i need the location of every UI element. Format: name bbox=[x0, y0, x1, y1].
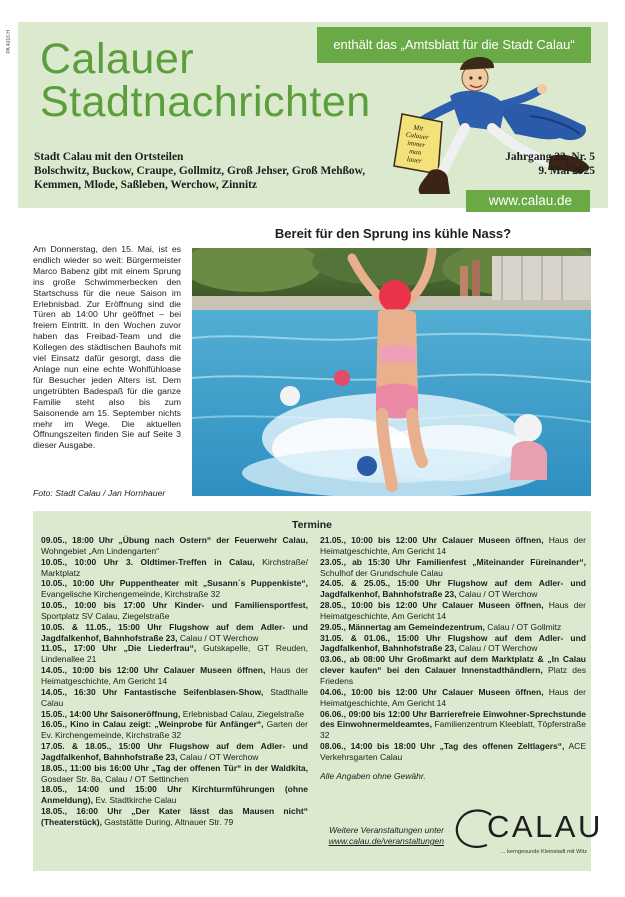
more-events-link[interactable]: www.calau.de/veranstaltungen bbox=[328, 836, 444, 846]
event-item bbox=[320, 600, 586, 622]
event-item bbox=[320, 578, 586, 600]
event-item bbox=[320, 633, 586, 655]
event-location: Calau / OT Werchow bbox=[456, 643, 538, 654]
event-location: Haus der Heimatgeschichte, Am Gericht 14 bbox=[320, 535, 586, 556]
event-item bbox=[41, 687, 308, 709]
article-headline: Bereit für den Sprung ins kühle Nass? bbox=[274, 226, 512, 241]
event-item bbox=[41, 806, 308, 828]
event-item bbox=[41, 784, 308, 806]
event-location: Erlebnisbad Calau, Ziegelstraße bbox=[180, 708, 305, 719]
event-item bbox=[41, 600, 308, 622]
issue-info bbox=[493, 150, 595, 178]
town-list-line3: Kemmen, Mlode, Saßleben, Werchow, Zinnitz bbox=[34, 179, 257, 191]
event-title: 08.06., 14:00 bis 18:00 Uhr „Tag des offenen Zeltlagers“, bbox=[320, 741, 565, 752]
masthead-title-line1: Calauer bbox=[40, 35, 195, 83]
event-item bbox=[41, 719, 308, 741]
logo-tagline: ... kerngesunde Kleinstadt mit Witz bbox=[500, 849, 587, 855]
side-imprint: PA 4016 H bbox=[6, 30, 12, 54]
event-location: Ev. Stadtkirche Calau bbox=[92, 795, 177, 806]
event-item bbox=[41, 535, 308, 557]
website-link[interactable]: www.calau.de bbox=[466, 190, 590, 212]
event-location: Haus der Heimatgeschichte, Am Gericht 14 bbox=[320, 600, 586, 621]
event-location: Haus der Heimatgeschichte, Am Gericht 14 bbox=[320, 686, 586, 708]
disclaimer-note: Alle Angaben ohne Gewähr. bbox=[320, 770, 426, 781]
event-location: Calau / OT Werchow bbox=[177, 632, 259, 643]
event-location: Wohngebiet „Am Lindengarten“ bbox=[41, 545, 159, 556]
sign-line1: Mit bbox=[412, 123, 424, 133]
event-title: 24.05. & 25.05., 15:00 Uhr Flugshow auf dem Adler- und Jagdfalkenhof, Bahnhofstraße 23, bbox=[320, 578, 586, 600]
event-title: 28.05., 10:00 bis 12:00 Uhr Calauer Museen öffnen, bbox=[320, 600, 544, 611]
event-title: 10.05. & 11.05., 15:00 Uhr Flugshow auf dem Adler- und Jagdfalkenhof, Bahnhofstraße 23, bbox=[41, 621, 308, 643]
event-location: Kirchstraße/ Marktplatz bbox=[41, 556, 308, 578]
event-location: Stadthalle Calau bbox=[41, 686, 308, 708]
event-location: Gaststätte During, Altnauer Str. 79 bbox=[101, 816, 234, 827]
event-title: 16.05., Kino in Calau zeigt: „Weinprobe für Anfänger“, bbox=[41, 719, 264, 730]
event-title: 14.05., 10:00 bis 12:00 Uhr Calauer Museen öffnen, bbox=[41, 665, 266, 676]
event-location: Calau / OT Gollmitz bbox=[484, 621, 562, 632]
event-title: 10.05., 10:00 Uhr Puppentheater mit „Susann´s Puppenkiste“, bbox=[41, 578, 308, 589]
event-title: 10.05., 10:00 bis 17:00 Uhr Kinder- und Familiensportfest, bbox=[41, 600, 308, 611]
more-events-label: Weitere Veranstaltungen unter bbox=[329, 825, 444, 835]
sign-line4: man bbox=[408, 147, 422, 157]
termine-right-column bbox=[320, 535, 586, 782]
event-item bbox=[320, 535, 586, 557]
termine-left-column bbox=[41, 535, 308, 828]
sign-line3: immer bbox=[406, 138, 426, 150]
town-list-line2: Bolschwitz, Buckow, Craupe, Gollmitz, Groß Jehser, Groß Mehßow, bbox=[34, 165, 366, 177]
event-item bbox=[320, 687, 586, 709]
termine-box bbox=[33, 511, 603, 871]
issue-number: Jahrgang 22, Nr. 5 bbox=[505, 151, 595, 163]
event-location: Platz des Friedens bbox=[320, 665, 586, 686]
event-title: 18.05., 14:00 und 15:00 Uhr Kirchturmführungen (ohne Anmeldung), bbox=[41, 784, 308, 806]
event-item bbox=[320, 557, 586, 579]
event-title: 10.05., 10:00 Uhr 3. Oldtimer-Treffen in Calau, bbox=[41, 556, 255, 567]
event-location: Gutskapelle, GT Reuden, Lindenallee 21 bbox=[41, 643, 308, 665]
event-location: Calau / OT Werchow bbox=[456, 589, 538, 600]
town-list-line1: Stadt Calau mit den Ortsteilen bbox=[34, 151, 184, 163]
event-item bbox=[41, 557, 308, 579]
event-item bbox=[41, 665, 308, 687]
event-title: 18.05., 11:00 bis 16:00 Uhr „Tag der offenen Tür“ in der Waldkita, bbox=[41, 762, 308, 773]
event-item bbox=[41, 763, 308, 785]
event-title: 11.05., 17:00 Uhr „Die Liederfrau“, bbox=[41, 643, 197, 654]
event-item bbox=[41, 741, 308, 763]
event-item bbox=[41, 578, 308, 600]
event-location: Familienzentrum Kleeblatt, Töpferstraße 32 bbox=[320, 719, 586, 741]
event-location: ACE Verkehrsgarten Calau bbox=[320, 741, 586, 762]
event-title: 23.05., ab 15:30 Uhr Familienfest „Miteinander Füreinander“, bbox=[320, 556, 586, 567]
event-title: 04.06., 10:00 bis 12:00 Uhr Calauer Museen öffnen, bbox=[320, 686, 544, 697]
event-title: 06.06., 09:00 bis 12:00 Uhr Barrierefreie Einwohner-Sprechstunde des Einwohnermeldeamtes, bbox=[320, 708, 586, 730]
event-location: Sportplatz SV Calau, Ziegelstraße bbox=[41, 610, 170, 621]
event-title: 14.05., 16:30 Uhr Fantastische Seifenblasen-Show, bbox=[41, 686, 264, 697]
photo-credit: Foto: Stadt Calau / Jan Hornhauer bbox=[33, 488, 166, 498]
logo-text: CALAU bbox=[487, 809, 603, 844]
masthead-title-line2: Stadtnachrichten bbox=[40, 78, 371, 126]
event-item bbox=[320, 741, 586, 763]
event-location: Evangelische Kirchengemeinde, Kirchstraße 32 bbox=[41, 589, 221, 600]
event-title: 09.05., 18:00 Uhr „Übung nach Ostern“ der Feuerwehr Calau, bbox=[41, 535, 308, 545]
town-list bbox=[34, 150, 365, 192]
event-location: Calau / OT Werchow bbox=[177, 751, 259, 762]
event-item bbox=[320, 622, 586, 633]
sign-line2: Calauer bbox=[405, 130, 430, 142]
more-events bbox=[314, 825, 444, 847]
calau-logo bbox=[453, 807, 603, 867]
event-title: 21.05., 10:00 bis 12:00 Uhr Calauer Museen öffnen, bbox=[320, 535, 544, 545]
event-item bbox=[320, 709, 586, 742]
event-location: Garten der Ev. Kirchengemeinde, Kirchstraße 32 bbox=[41, 719, 308, 741]
event-location: Gosdaer Str. 8a, Calau / OT Settinchen bbox=[41, 773, 189, 784]
pool-photo bbox=[192, 248, 591, 496]
termine-title: Termine bbox=[291, 519, 333, 531]
event-title: 18.05., 16:00 Uhr „Der Kater lässt das Mausen nicht“ (Theaterstück), bbox=[41, 806, 308, 827]
event-item bbox=[41, 709, 308, 720]
article-body: Am Donnerstag, den 15. Mai, ist es endlich wieder so weit: Bürgermeister Marco Babenz gibt mit einem Sprung ins große Schwimmerbecken den Startschuss für die neue Saison im Erlebnisbad. Zur Eröffnung sind die Türen ab 14:00 Uhr geöffnet – bei freiem Eintritt. In den Wochen zuvor haben das Freibad-Team und die Kollegen des städtischen Bauhofs mit viel Einsatz dafür gesorgt, dass die Anlage nun eine echte Wohlfühloase für Besucher jeden Alters ist. Dem ungetrübten Badespaß für die ganze Familie steht also bis zum Saisonende am 15. September nichts mehr im Wege. Die aktuellen Öffnungszeiten finden Sie auf Seite 3 dieser Ausgabe. bbox=[33, 244, 181, 451]
amtsblatt-banner: enthält das „Amtsblatt für die Stadt Calau“ bbox=[317, 27, 591, 63]
event-title: 03.06., ab 08:00 Uhr Großmarkt auf dem Marktplatz & „In Calau clever kaufen“ bei den Calauer Innenstadthändlern, bbox=[320, 654, 586, 676]
event-item bbox=[41, 622, 308, 644]
event-location: Schulhof der Grundschule Calau bbox=[320, 567, 443, 578]
event-item bbox=[320, 654, 586, 687]
event-title: 17.05. & 18.05., 15:00 Uhr Flugshow auf dem Adler- und Jagdfalkenhof, Bahnhofstraße 23, bbox=[41, 741, 308, 762]
event-title: 31.05. & 01.06., 15:00 Uhr Flugshow auf dem Adler- und Jagdfalkenhof, Bahnhofstraße 23, bbox=[320, 632, 586, 654]
event-title: 29.05., Männertag am Gemeindezentrum, bbox=[320, 621, 485, 632]
event-title: 15.05., 14:00 Uhr Saisoneröffnung, bbox=[41, 708, 181, 719]
sign-line5: lauer bbox=[406, 155, 423, 166]
event-location: Haus der Heimatgeschichte, Am Gericht 14 bbox=[41, 665, 308, 686]
event-item bbox=[41, 643, 308, 665]
issue-date: 9. Mai 2025 bbox=[538, 165, 595, 177]
